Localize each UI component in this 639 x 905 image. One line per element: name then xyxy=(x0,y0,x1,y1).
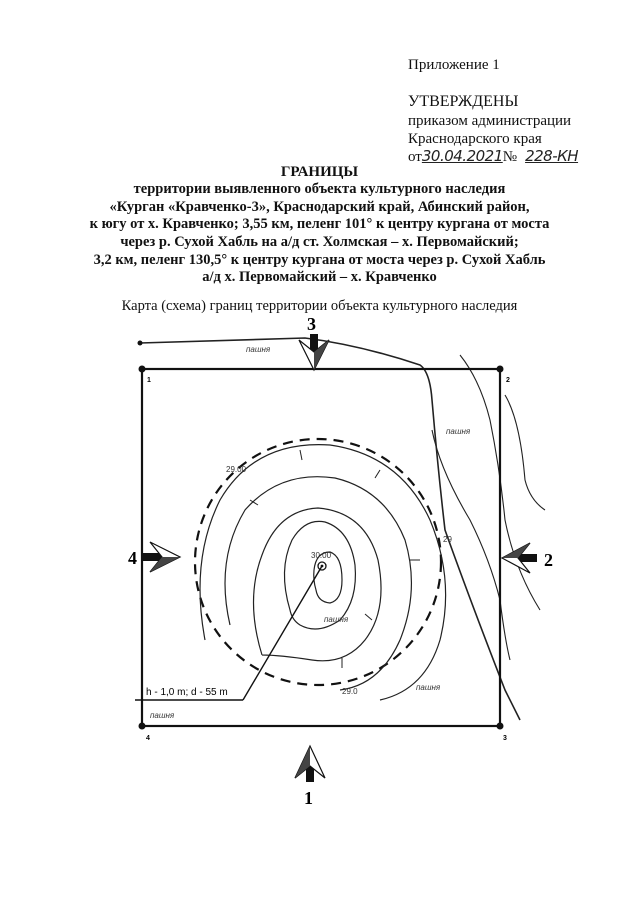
contour-line-1 xyxy=(200,445,446,700)
contour-line-2 xyxy=(225,477,411,690)
title-line-3: к югу от х. Кравченко; 3,55 км, пеленг 101° к центру кургана от моста xyxy=(89,216,550,232)
approved-label: УТВЕРЖДЕНЫ xyxy=(408,93,519,110)
arrow-label-top: 3 xyxy=(307,314,316,334)
number-prefix: № xyxy=(502,149,518,165)
corner-point-3 xyxy=(497,723,504,730)
arrow-bottom xyxy=(295,746,325,782)
field-boundary-node xyxy=(138,341,143,346)
corner-point-4 xyxy=(139,723,146,730)
measurement-label: h - 1,0 m; d - 55 m xyxy=(146,687,228,698)
handwritten-number: 228-КН xyxy=(525,147,579,165)
title-line-4: через р. Сухой Хабль на а/д ст. Холмская – х. Первомайский; xyxy=(120,234,519,250)
title-line-2: «Курган «Кравченко-3», Краснодарский край, Абинский район, xyxy=(109,199,530,215)
title-line-5: 3,2 км, пеленг 130,5° к центру кургана от моста через р. Сухой Хабль xyxy=(93,252,546,268)
land-label-right: пашня xyxy=(446,427,471,436)
contour-label-right: 29 xyxy=(443,535,452,544)
approved-by-line: приказом администрации xyxy=(408,113,572,129)
corner-label-2: 2 xyxy=(506,377,510,384)
corner-label-3: 3 xyxy=(503,735,507,742)
document-heading: ГРАНИЦЫ xyxy=(280,164,359,180)
title-line-1: территории выявленного объекта культурного наследия xyxy=(133,181,506,197)
arrow-label-left: 4 xyxy=(128,548,137,568)
land-label-center: пашня xyxy=(324,615,349,624)
arrow-label-right: 2 xyxy=(544,550,553,570)
contour-label-outer: 29.00 xyxy=(226,465,247,474)
field-boundary-line xyxy=(140,338,520,720)
contour-label-bottom: 29.0 xyxy=(342,687,358,696)
appendix-label: Приложение 1 xyxy=(408,57,500,73)
arrow-left xyxy=(143,542,180,572)
approved-region-line: Краснодарского края xyxy=(408,131,542,147)
map-caption: Карта (схема) границ территории объекта культурного наследия xyxy=(121,298,518,314)
handwritten-date: 30.04.2021 xyxy=(421,147,503,165)
contour-label-inner: 30.00 xyxy=(311,551,332,560)
date-prefix: от xyxy=(408,149,422,165)
arrow-label-bottom: 1 xyxy=(304,788,313,808)
land-label-bottom-left: пашня xyxy=(150,711,175,720)
land-label-bottom-right: пашня xyxy=(416,683,441,692)
contour-line-3 xyxy=(254,508,382,661)
terrain-line-2 xyxy=(505,395,545,510)
arrow-top xyxy=(299,334,329,370)
protection-zone-circle xyxy=(195,439,441,685)
corner-point-1 xyxy=(139,366,146,373)
land-label-top: пашня xyxy=(246,345,271,354)
corner-point-2 xyxy=(497,366,504,373)
corner-label-4: 4 xyxy=(146,735,150,742)
title-line-6: а/д х. Первомайский – х. Кравченко xyxy=(202,269,437,285)
corner-label-1: 1 xyxy=(147,377,151,384)
